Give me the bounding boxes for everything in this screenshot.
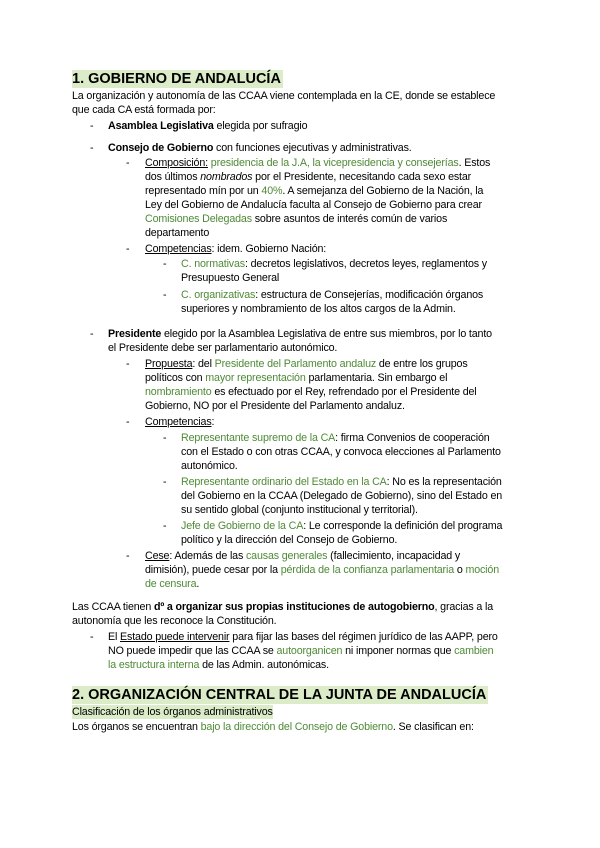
organizativas-line-1 xyxy=(181,288,483,302)
organizativas-line-2: superiores y nombramiento de los altos cargos de la Admin. xyxy=(181,303,456,315)
text: (fallecimiento, incapacidad y xyxy=(327,550,461,562)
asamblea-term: Asamblea Legislativa xyxy=(108,120,214,132)
section-2-title: 2. ORGANIZACIÓN CENTRAL DE LA JUNTA DE ANDALUCÍA xyxy=(72,687,487,703)
bullet-dash: - xyxy=(90,631,94,643)
composicion-line-3 xyxy=(145,184,483,198)
text: Los órganos se encuentran xyxy=(72,721,201,733)
composicion-line-1 xyxy=(145,156,490,170)
composicion-line-2 xyxy=(145,170,471,184)
rep-supremo-line-3: autonómico. xyxy=(181,460,238,472)
composicion-line-4: Ley del Gobierno de Andalucía faculta al Consejo de Gobierno para crear xyxy=(145,199,482,211)
bullet-dash: - xyxy=(163,520,167,532)
text: : del xyxy=(192,358,215,370)
text-green: mayor representación xyxy=(205,372,306,384)
text: NO puede impedir que las CCAA se xyxy=(108,645,277,657)
rep-supremo-line-1 xyxy=(181,431,490,445)
rep-ordinario-line-2: del Gobierno en la CCAA (Delegado de Gobierno), sino del Estado en xyxy=(181,490,503,502)
cese-line-2 xyxy=(145,563,499,577)
composicion-line-6: departamento xyxy=(145,227,210,239)
rep-supremo-line-2: con el Estado o con otras CCAA, y convoca elecciones al Parlamento xyxy=(181,446,501,458)
text: es efectuado por el Rey, refrendado por el Presidente del xyxy=(211,386,477,398)
text: . xyxy=(196,578,200,590)
text-green: autoorganicen xyxy=(276,645,343,657)
competencias-label: Competencias xyxy=(145,243,212,255)
text-green: nombramiento xyxy=(145,386,212,398)
bullet-dash: - xyxy=(163,476,167,488)
text: políticos con xyxy=(145,372,206,384)
text: : xyxy=(211,416,215,428)
text: : decretos legislativos, decretos leyes, reglamentos y xyxy=(244,258,487,270)
text: : estructura de Consejerías, modificación órganos xyxy=(255,289,484,301)
asamblea-rest: elegida por sufragio xyxy=(213,120,308,132)
text-green: Representante ordinario del Estado en la CA xyxy=(181,476,387,488)
text-green: pérdida de la confianza parlamentaria xyxy=(280,564,454,576)
text-underline: Estado puede intervenir xyxy=(120,631,230,643)
presidente-line-2: el Presidente debe ser parlamentario autonómico. xyxy=(108,342,338,354)
consejo-term: Consejo de Gobierno xyxy=(108,142,214,154)
text-green: Representante supremo de la CA xyxy=(181,432,336,444)
intro-line-1: La organización y autonomía de las CCAA viene contemplada en la CE, donde se establece xyxy=(72,90,496,102)
estado-line-3 xyxy=(108,658,329,672)
bullet-dash: - xyxy=(126,416,130,428)
text-green: Presidente del Parlamento andaluz xyxy=(214,358,377,370)
rep-ordinario-line-1 xyxy=(181,475,502,489)
bullet-dash: - xyxy=(126,358,130,370)
text: sobre asuntos de interés común de varios xyxy=(251,213,448,225)
text-green: C. normativas xyxy=(181,258,245,270)
text: parlamentaria. Sin embargo el xyxy=(305,372,448,384)
cese-label: Cese xyxy=(145,550,170,562)
text-green: la estructura interna xyxy=(108,659,200,671)
text: El xyxy=(108,631,121,643)
competencias-label: Competencias xyxy=(145,416,212,428)
text: por el Presidente, necesitando cada sexo estar xyxy=(252,171,472,183)
text-green: moción xyxy=(465,564,499,576)
asamblea-item xyxy=(108,119,307,133)
text: de entre los grupos xyxy=(376,358,468,370)
cese-line-3 xyxy=(145,577,199,591)
text: de las Admin. autonómicas. xyxy=(199,659,329,671)
consejo-rest: con funciones ejecutivas y administrativas. xyxy=(213,142,412,154)
jefe-line-1 xyxy=(181,519,502,533)
text-italic: nombrados xyxy=(200,171,253,183)
consejo-item xyxy=(108,141,412,155)
text-bold: dº a organizar sus propias instituciones de autogobierno xyxy=(153,601,435,613)
text-green: causas generales xyxy=(245,550,328,562)
bullet-dash: - xyxy=(163,289,167,301)
text: : Le corresponde la definición del programa xyxy=(303,520,503,532)
text: : firma Convenios de cooperación xyxy=(335,432,490,444)
composicion-tail: . Estos xyxy=(458,157,491,169)
text: dos últimos xyxy=(145,171,201,183)
text-green: 40% xyxy=(261,185,283,197)
text: para fijar las bases del régimen jurídico de las AAPP, pero xyxy=(229,631,498,643)
text: : No es la representación xyxy=(386,476,502,488)
text: Las CCAA tienen xyxy=(72,601,154,613)
bullet-dash: - xyxy=(163,432,167,444)
text-green: cambien xyxy=(454,645,494,657)
ccaa-line-1 xyxy=(72,600,493,614)
presidente-line-1 xyxy=(108,327,492,341)
text-green: Jefe de Gobierno de la CA xyxy=(181,520,304,532)
text: : Además de las xyxy=(169,550,246,562)
competencias-1-line xyxy=(145,242,326,256)
bullet-dash: - xyxy=(126,243,130,255)
text: , gracias a la xyxy=(434,601,494,613)
text: representado mín por un xyxy=(145,185,262,197)
text: o xyxy=(454,564,466,576)
text-green: C. organizativas xyxy=(181,289,256,301)
propuesta-line-2 xyxy=(145,371,447,385)
section-2-line-1 xyxy=(72,720,474,734)
propuesta-line-4: Gobierno, NO por el Presidente del Parlamento andaluz. xyxy=(145,400,405,412)
bullet-dash: - xyxy=(126,157,130,169)
bullet-dash: - xyxy=(126,550,130,562)
composicion-green: presidencia de la J.A, la vicepresidencia y consejerías xyxy=(207,157,459,169)
text: dimisión), puede cesar por la xyxy=(145,564,281,576)
cese-line-1 xyxy=(145,549,460,563)
propuesta-line-3 xyxy=(145,385,477,399)
normativas-line-2: Presupuesto General xyxy=(181,272,280,284)
bullet-dash: - xyxy=(163,258,167,270)
text-green: bajo la dirección del Consejo de Gobierno xyxy=(200,721,393,733)
text-green: de censura xyxy=(145,578,197,590)
estado-line-1 xyxy=(108,630,498,644)
composicion-line-5 xyxy=(145,212,447,226)
text-green: Comisiones Delegadas xyxy=(145,213,252,225)
bullet-dash: - xyxy=(90,328,94,340)
text: ni imponer normas que xyxy=(342,645,455,657)
text: . A semejanza del Gobierno de la Nación, la xyxy=(282,185,484,197)
propuesta-line-1 xyxy=(145,357,468,371)
composicion-label: Composición: xyxy=(145,157,208,169)
bullet-dash: - xyxy=(90,142,94,154)
rep-ordinario-line-3: su sentido global (conjunto institucional y territorial). xyxy=(181,504,418,516)
section-2-subtitle: Clasificación de los órganos administrativos xyxy=(72,706,273,718)
text: . Se clasifican en: xyxy=(392,721,474,733)
presidente-term: Presidente xyxy=(108,328,162,340)
bullet-dash: - xyxy=(90,120,94,132)
section-1-title: 1. GOBIERNO DE ANDALUCÍA xyxy=(72,71,281,87)
normativas-line-1 xyxy=(181,257,487,271)
text: : idem. Gobierno Nación: xyxy=(211,243,327,255)
intro-line-2: que cada CA está formada por: xyxy=(72,104,216,116)
jefe-line-2: político y la dirección del Consejo de Gobierno. xyxy=(181,534,398,546)
competencias-2-line xyxy=(145,415,214,429)
text: elegido por la Asamblea Legislativa de entre sus miembros, por lo tanto xyxy=(161,328,492,340)
ccaa-line-2: autonomía que les reconoce la Constitución. xyxy=(72,615,277,627)
estado-line-2 xyxy=(108,644,493,658)
propuesta-label: Propuesta xyxy=(145,358,193,370)
